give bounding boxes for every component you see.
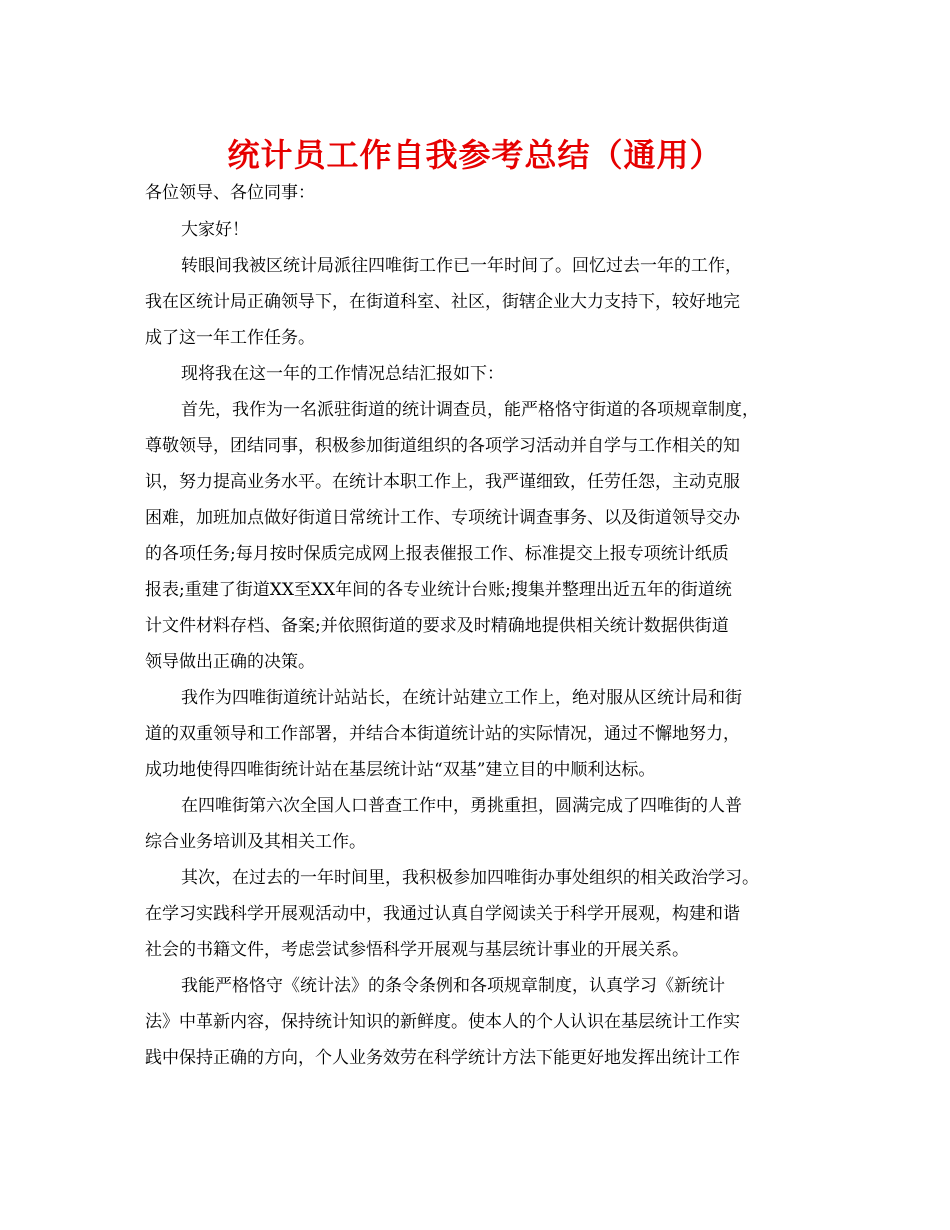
salutation: 各位领导、各位同事： [145, 183, 315, 203]
paragraph-line: 综合业务培训及其相关工作。 [145, 832, 366, 852]
paragraph [145, 248, 809, 356]
paragraph [145, 680, 809, 788]
paragraph [145, 356, 809, 392]
paragraph-line: 大家好！ [181, 220, 249, 240]
paragraph [145, 968, 809, 1076]
paragraph-line: 在四唯街第六次全国人口普查工作中，勇挑重担，圆满完成了四唯街的人普 [181, 796, 742, 816]
paragraph-line: 首先，我作为一名派驻街道的统计调查员，能严格恪守街道的各项规章制度， [181, 400, 759, 420]
paragraph [145, 788, 809, 860]
paragraph-line: 社会的书籍文件，考虑尝试参悟科学开展观与基层统计事业的开展关系。 [145, 940, 689, 960]
paragraph-line: 其次，在过去的一年时间里，我积极参加四唯街办事处组织的相关政治学习。 [181, 868, 759, 888]
paragraph [145, 212, 809, 248]
document-body [145, 212, 809, 1076]
paragraph-line: 我在区统计局正确领导下，在街道科室、社区，街辖企业大力支持下，较好地完 [145, 292, 740, 312]
paragraph-line: 法》中革新内容，保持统计知识的新鲜度。使本人的个人认识在基层统计工作实 [145, 1012, 740, 1032]
paragraph-line: 成功地使得四唯街统计站在基层统计站“双基”建立目的中顺利达标。 [145, 760, 656, 780]
paragraph-line: 报表;重建了街道XX至XX年间的各专业统计台账;搜集并整理出近五年的街道统 [145, 580, 732, 600]
paragraph-line: 计文件材料存档、备案;并依照街道的要求及时精确地提供相关统计数据供街道 [145, 616, 729, 636]
paragraph-line: 在学习实践科学开展观活动中，我通过认真自学阅读关于科学开展观，构建和谐 [145, 904, 740, 924]
document-title: 统计员工作自我参考总结（通用） [227, 136, 723, 174]
paragraph-line: 我作为四唯街道统计站站长，在统计站建立工作上，绝对服从区统计局和街 [181, 688, 742, 708]
paragraph-line: 领导做出正确的决策。 [145, 652, 315, 672]
paragraph-line: 的各项任务;每月按时保质完成网上报表催报工作、标准提交上报专项统计纸质 [145, 544, 729, 564]
paragraph-line: 尊敬领导，团结同事，积极参加街道组织的各项学习活动并自学与工作相关的知 [145, 436, 740, 456]
paragraph-line: 成了这一年工作任务。 [145, 328, 315, 348]
paragraph [145, 860, 809, 968]
paragraph-line: 现将我在这一年的工作情况总结汇报如下： [181, 364, 504, 384]
paragraph [145, 392, 809, 680]
paragraph-line: 道的双重领导和工作部署，并结合本街道统计站的实际情况，通过不懈地努力， [145, 724, 740, 744]
paragraph-line: 转眼间我被区统计局派往四唯街工作已一年时间了。回忆过去一年的工作， [181, 256, 742, 276]
paragraph-line: 我能严格恪守《统计法》的条令条例和各项规章制度，认真学习《新统计 [181, 976, 725, 996]
paragraph-line: 践中保持正确的方向，个人业务效劳在科学统计方法下能更好地发挥出统计工作 [145, 1048, 740, 1068]
paragraph-line: 识，努力提高业务水平。在统计本职工作上，我严谨细致，任劳任怨，主动克服 [145, 472, 740, 492]
paragraph-line: 困难，加班加点做好街道日常统计工作、专项统计调查事务、以及街道领导交办 [145, 508, 740, 528]
